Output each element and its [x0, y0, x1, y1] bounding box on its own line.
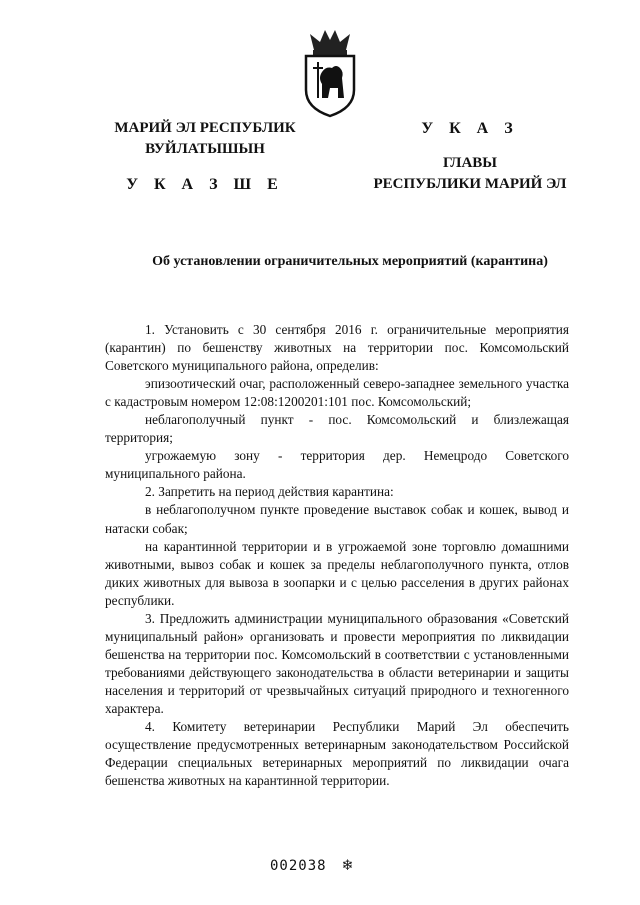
header-left-doc-type: У К А З Ш Е: [126, 176, 284, 193]
footer: [270, 855, 410, 874]
header-left: [105, 118, 305, 195]
serial-number: 002038: [270, 858, 327, 874]
paragraph-2: 2. Запретить на период действия карантина:: [145, 484, 394, 500]
paragraph-1: 1. Установить с 30 сентября 2016 г. ограничительные мероприятия (карантин) по бешенству животных на территории пос. Комсомольский Советского муниципального района, определив:: [105, 322, 569, 374]
paragraph-2-territory: на карантинной территории и в угрожаемой зоне торговлю домашними животными, вывоз собак и кошек за пределы неблагополучного пункта, отлов диких животных для вывоза в зоопарки и с целью расселения в других районах республики.: [105, 538, 569, 608]
paragraph-1-focus: эпизоотический очаг, расположенный северо-западнее земельного участка с кадастровым номером 12:08:1200201:101 пос. Комсомольский;: [105, 376, 569, 410]
header-left-line2: ВУЙЛАТЫШЫН: [145, 141, 265, 157]
paragraph-1-zone: угрожаемую зону - территория дер. Немецродо Советского муниципального района.: [105, 448, 569, 482]
coat-of-arms-emblem: [300, 28, 360, 120]
document-body: [105, 321, 569, 790]
paragraph-3: 3. Предложить администрации муниципального образования «Советский муниципальный район» организовать и провести мероприятия по ликвидации бешенства на территории пос. Комсомольский в соответствии с установленными требованиями действующего законодательства в области ветеринарии и защиты населения и территорий от чрезвычайных ситуаций природного и техногенного характера.: [105, 610, 569, 716]
paragraph-2-point: в неблагополучном пункте проведение выставок собак и кошек, вывод и натаски собак;: [105, 502, 569, 536]
header-right-line2: РЕСПУБЛИКИ МАРИЙ ЭЛ: [373, 176, 567, 192]
header-right-line1: ГЛАВЫ: [442, 155, 498, 171]
header-right-doc-type: У К А З: [421, 120, 519, 137]
header-left-line1: МАРИЙ ЭЛ РЕСПУБЛИК: [114, 120, 296, 136]
header-right: [350, 118, 590, 195]
document-title: Об установлении ограничительных мероприятий (карантина): [152, 254, 548, 269]
paragraph-1-point: неблагополучный пункт - пос. Комсомольский и близлежащая территория;: [105, 412, 569, 446]
paragraph-4: 4. Комитету ветеринарии Республики Марий Эл обеспечить осуществление предусмотренных ветеринарным законодательством Российской Федерации специальных ветеринарных мероприятий по ликвидации очага бешенства животных на карантинной территории.: [105, 719, 569, 789]
snowflake-mark-icon: ❄: [342, 855, 354, 874]
